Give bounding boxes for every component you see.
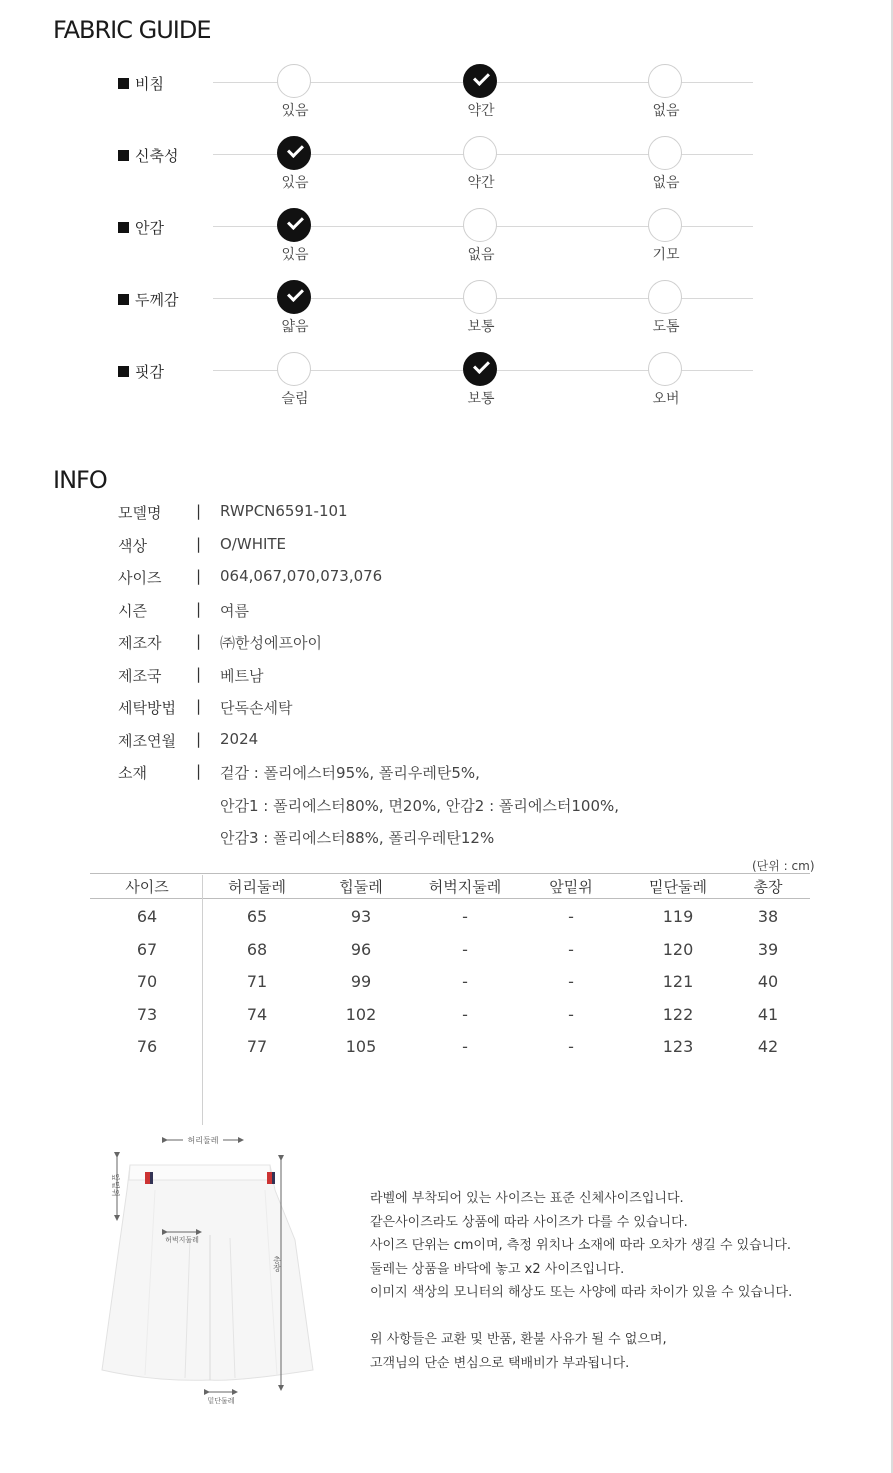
table-header-cell: 허리둘레 (228, 878, 286, 896)
table-cell: 123 (662, 1037, 694, 1056)
front-rise-label: 앞밑위 (111, 1173, 120, 1197)
table-header-line (90, 898, 810, 899)
notice-line: 이미지 색상의 모니터의 해상도 또는 사양에 따라 차이가 있을 수 있습니다. (370, 1285, 793, 1300)
hem-label: 밑단둘레 (207, 1397, 235, 1405)
info-row (0, 502, 893, 530)
info-key: 소재 (118, 764, 147, 782)
table-cell: 77 (246, 1037, 268, 1056)
table-cell: 102 (345, 1004, 377, 1024)
fabric-row (0, 291, 893, 358)
info-value: 베트남 (220, 666, 264, 685)
empty-circle-icon (277, 352, 311, 386)
empty-circle-icon (463, 280, 497, 314)
table-cell: 65 (246, 907, 268, 926)
notice-line: 위 사항들은 교환 및 반품, 환불 사유가 될 수 없으며, (370, 1332, 667, 1347)
info-separator: | (196, 697, 202, 715)
table-cell: - (568, 907, 574, 926)
info-key: 세탁방법 (118, 699, 176, 717)
info-row (0, 795, 893, 823)
fabric-option (463, 352, 499, 407)
empty-circle-icon (648, 280, 682, 314)
fabric-option (648, 136, 684, 191)
fabric-label-text: 비침 (135, 75, 164, 93)
table-cell: - (462, 907, 468, 926)
table-cell: 70 (136, 972, 158, 991)
fabric-option-label: 없음 (652, 175, 680, 191)
fabric-row (0, 147, 893, 214)
notice-line: 라벨에 부착되어 있는 사이즈는 표준 신체사이즈입니다. (370, 1191, 684, 1206)
info-key: 제조자 (118, 634, 162, 652)
info-value: 064,067,070,073,076 (220, 567, 383, 585)
table-cell: - (462, 1004, 468, 1024)
table-cell: 67 (136, 939, 158, 959)
table-cell: 105 (345, 1037, 377, 1056)
info-key: 제조연월 (118, 731, 176, 750)
table-cell: 42 (757, 1037, 779, 1056)
skirt-diagram (95, 1130, 325, 1415)
fabric-option (463, 64, 499, 119)
info-key: 시즌 (118, 601, 147, 620)
info-value: RWPCN6591-101 (220, 502, 348, 520)
table-header-cell: 밑단둘레 (649, 878, 707, 896)
square-bullet-icon (118, 294, 129, 305)
table-cell: - (568, 972, 574, 991)
info-separator: | (196, 632, 202, 650)
fabric-option (463, 136, 499, 191)
info-row (0, 535, 893, 563)
fabric-row (0, 363, 893, 430)
fabric-option (648, 64, 684, 119)
table-header-cell: 사이즈 (125, 878, 169, 896)
fabric-option-label: 보통 (467, 319, 495, 335)
length-label: 총장 (272, 1256, 282, 1272)
info-value: 단독손세탁 (220, 699, 293, 717)
fabric-option-label: 약간 (467, 103, 495, 119)
info-value: ㈜한성에프아이 (220, 634, 322, 652)
belt-tab-left (145, 1172, 150, 1184)
table-cell: 120 (662, 939, 694, 959)
notice-line: 고객님의 단순 변심으로 택배비가 부과됩니다. (370, 1355, 630, 1371)
fabric-option (463, 208, 499, 263)
info-value: 안감3 : 폴리에스터88%, 폴리우레탄12% (220, 829, 495, 847)
unit-label: (단위 : cm) (752, 859, 815, 873)
table-cell: 68 (246, 939, 268, 959)
fabric-option (648, 280, 684, 335)
table-cell: 41 (757, 1004, 779, 1024)
fabric-option-label: 약간 (467, 175, 495, 191)
fabric-option (277, 280, 313, 335)
table-cell: 64 (136, 907, 158, 926)
table-cell: 38 (757, 907, 779, 926)
fabric-option-label: 보통 (467, 391, 495, 407)
table-header-cell: 허벅지둘레 (428, 878, 502, 896)
info-value: O/WHITE (220, 534, 287, 553)
empty-circle-icon (648, 136, 682, 170)
table-header-cell: 총장 (753, 878, 783, 896)
fabric-row-label (118, 73, 164, 94)
fabric-option-label: 있음 (281, 247, 309, 263)
table-cell: 99 (350, 972, 372, 991)
fabric-option-label: 기모 (652, 247, 680, 263)
table-cell: - (462, 972, 468, 991)
table-cell: 73 (136, 1004, 158, 1024)
info-key: 사이즈 (118, 569, 162, 587)
fabric-label-text: 두께감 (135, 291, 179, 309)
table-cell: 39 (757, 939, 779, 959)
table-cell: 76 (136, 1037, 158, 1056)
fabric-row (0, 75, 893, 142)
check-circle-icon (463, 64, 497, 98)
fabric-option-label: 오버 (652, 391, 680, 407)
fabric-option (648, 208, 684, 263)
fabric-option-label: 얇음 (281, 319, 309, 335)
info-title: INFO (53, 466, 107, 494)
info-row (0, 567, 893, 595)
fabric-option-label: 슬림 (281, 391, 309, 407)
square-bullet-icon (118, 366, 129, 377)
empty-circle-icon (463, 208, 497, 242)
fabric-row-label (118, 217, 164, 238)
table-cell: - (568, 1037, 574, 1056)
info-key: 제조국 (118, 666, 162, 685)
table-cell: 119 (662, 907, 694, 926)
fabric-option-label: 있음 (281, 175, 309, 191)
fabric-row-label (118, 145, 178, 166)
check-circle-icon (277, 136, 311, 170)
table-cell: 122 (662, 1004, 694, 1024)
table-header-cell: 앞밑위 (549, 878, 593, 896)
info-row (0, 697, 893, 725)
info-row (0, 600, 893, 628)
fabric-option-label: 없음 (467, 247, 495, 263)
fabric-option (463, 280, 499, 335)
table-cell: - (462, 1037, 468, 1056)
waist-label: 허리둘레 (187, 1136, 219, 1145)
check-circle-icon (277, 208, 311, 242)
info-value: 안감1 : 폴리에스터80%, 면20%, 안감2 : 폴리에스터100%, (220, 796, 620, 815)
info-key: 모델명 (118, 504, 162, 522)
fabric-option (648, 352, 684, 407)
fabric-option-label: 있음 (281, 103, 309, 119)
info-separator: | (196, 534, 202, 553)
fabric-label-text: 신축성 (135, 147, 179, 165)
info-value: 여름 (220, 601, 249, 620)
table-cell: 121 (662, 972, 694, 991)
square-bullet-icon (118, 78, 129, 89)
table-cell: - (568, 939, 574, 959)
table-cell: 96 (350, 939, 372, 959)
fabric-row (0, 219, 893, 286)
info-separator: | (196, 567, 202, 585)
info-separator: | (196, 664, 202, 683)
square-bullet-icon (118, 150, 129, 161)
info-separator: | (196, 502, 202, 520)
info-row (0, 762, 893, 790)
info-separator: | (196, 599, 202, 618)
fabric-option (277, 64, 313, 119)
square-bullet-icon (118, 222, 129, 233)
table-header-cell: 힙둘레 (339, 878, 383, 896)
fabric-option (277, 136, 313, 191)
info-key: 색상 (118, 536, 147, 555)
table-cell: - (462, 939, 468, 959)
check-circle-icon (463, 352, 497, 386)
info-row (0, 827, 893, 855)
table-cell: 74 (246, 1004, 268, 1024)
empty-circle-icon (648, 64, 682, 98)
empty-circle-icon (648, 208, 682, 242)
check-circle-icon (277, 280, 311, 314)
info-row (0, 665, 893, 693)
table-cell: 40 (757, 972, 779, 991)
info-row (0, 730, 893, 758)
fabric-guide-title: FABRIC GUIDE (53, 16, 211, 44)
notice-line: 같은사이즈라도 상품에 따라 사이즈가 다를 수 있습니다. (370, 1214, 688, 1230)
info-separator: | (196, 762, 202, 780)
fabric-option (277, 208, 313, 263)
table-cell: 93 (350, 907, 372, 926)
table-top-line (90, 873, 810, 874)
fabric-option-label: 없음 (652, 103, 680, 119)
table-column-divider (202, 875, 203, 1125)
empty-circle-icon (648, 352, 682, 386)
notice-line: 둘레는 상품을 바닥에 놓고 x2 사이즈입니다. (370, 1261, 625, 1277)
info-value: 겉감 : 폴리에스터95%, 폴리우레탄5%, (220, 764, 480, 782)
thigh-label: 허벅지둘레 (165, 1236, 199, 1244)
empty-circle-icon (463, 136, 497, 170)
info-value: 2024 (220, 729, 259, 748)
empty-circle-icon (277, 64, 311, 98)
fabric-option-label: 도톰 (652, 319, 680, 335)
info-row (0, 632, 893, 660)
info-separator: | (196, 729, 202, 748)
fabric-label-text: 핏감 (135, 363, 164, 381)
fabric-row-label (118, 289, 178, 310)
table-cell: - (568, 1004, 574, 1024)
fabric-label-text: 안감 (135, 219, 164, 237)
fabric-row-label (118, 361, 164, 382)
fabric-option (277, 352, 313, 407)
belt-tab-right (267, 1172, 272, 1184)
notice-line: 사이즈 단위는 cm이며, 측정 위치나 소재에 따라 오차가 생길 수 있습니다. (370, 1238, 792, 1253)
table-cell: 71 (246, 972, 268, 991)
